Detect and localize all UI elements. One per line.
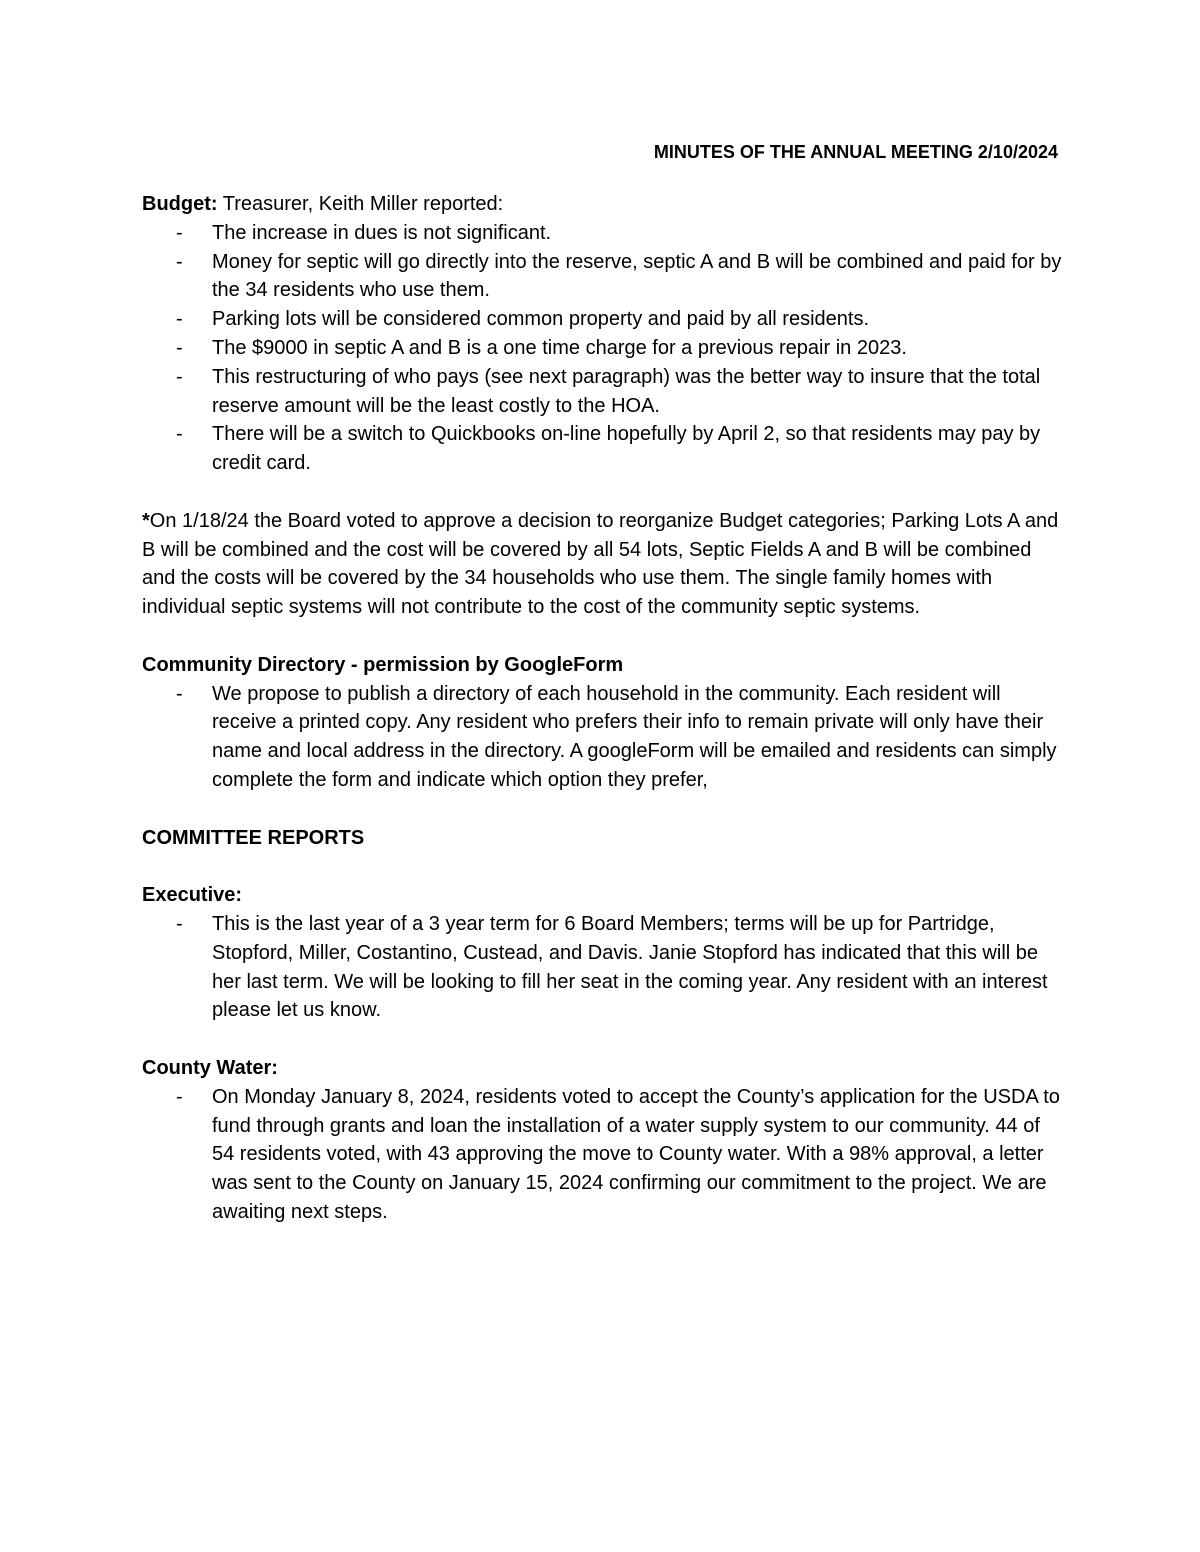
spacer <box>142 478 1062 507</box>
executive-heading: Executive: <box>142 884 243 907</box>
dash-bullet: - <box>176 250 183 273</box>
list-item-text: On Monday January 8, 2024, residents voted to accept the County’s application for the USDA to fund through grants and loan the installation of a water supply system to our community. 44 of 54 residents voted, with 43 approving the move to County water. With a 98% approval, a letter was sent to the County on January 15, 2024 confirming our commitment to the project. We are awaiting next steps. <box>212 1085 1060 1223</box>
list-item <box>142 305 1062 334</box>
list-item <box>142 420 1062 478</box>
list-item-text: Money for septic will go directly into the reserve, septic A and B will be combined and paid for by the 34 residents who use them. <box>212 250 1062 302</box>
list-item-text: The $9000 in septic A and B is a one time charge for a previous repair in 2023. <box>212 336 907 359</box>
spacer <box>142 1025 1062 1054</box>
budget-intro <box>142 190 1062 219</box>
dash-bullet: - <box>176 221 183 244</box>
board-vote-text: On 1/18/24 the Board voted to approve a decision to reorganize Budget categories; Parking Lots A and B will be combined and the cost will be covered by all 54 lots, Septic Fields A and B will be combined and the costs will be covered by the 34 households who use them. The single family homes with individual septic systems will not contribute to the cost of the community septic systems. <box>142 509 1059 619</box>
dash-bullet: - <box>176 912 183 935</box>
committee-reports-heading: COMMITTEE REPORTS <box>142 826 365 849</box>
list-item-text: We propose to publish a directory of each household in the community. Each resident will receive a printed copy. Any resident who prefers their info to remain private will only have their name and local address in the directory. A googleForm will be emailed and residents can simply complete the form and indicate which option they prefer, <box>212 682 1057 791</box>
dash-bullet: - <box>176 365 183 388</box>
county-water-list <box>142 1083 1062 1227</box>
dash-bullet: - <box>176 423 183 446</box>
list-item <box>142 680 1062 795</box>
budget-intro-text: Treasurer, Keith Miller reported: <box>217 193 504 215</box>
document-page <box>142 138 1062 1227</box>
list-item <box>142 363 1062 421</box>
list-item <box>142 1083 1062 1227</box>
budget-label: Budget: <box>142 193 218 215</box>
spacer <box>142 852 1062 881</box>
list-item-text: This is the last year of a 3 year term for 6 Board Members; terms will be up for Partridge, Stopford, Miller, Costantino, Custead, and Davis. Janie Stopford has indicated that this will be her last term. We will be looking to fill her seat in the coming year. Any resident with an interest please let us know. <box>212 912 1048 1022</box>
list-item-text: There will be a switch to Quickbooks on-line hopefully by April 2, so that residents may pay by credit card. <box>212 423 1041 475</box>
dash-bullet: - <box>176 336 183 359</box>
directory-list <box>142 680 1062 795</box>
list-item-text: The increase in dues is not significant. <box>212 221 552 244</box>
list-item-text: Parking lots will be considered common property and paid by all residents. <box>212 308 870 331</box>
spacer <box>142 622 1062 651</box>
list-item <box>142 219 1062 248</box>
list-item <box>142 910 1062 1025</box>
asterisk-marker: * <box>142 509 150 532</box>
document-title: MINUTES OF THE ANNUAL MEETING 2/10/2024 <box>653 142 1058 162</box>
directory-heading: Community Directory - permission by GoogleForm <box>142 653 624 676</box>
budget-list <box>142 219 1062 478</box>
list-item <box>142 248 1062 306</box>
executive-list <box>142 910 1062 1025</box>
dash-bullet: - <box>176 1085 183 1108</box>
list-item-text: This restructuring of who pays (see next paragraph) was the better way to insure that the total reserve amount will be the least costly to the HOA. <box>212 365 1041 417</box>
board-vote-paragraph <box>142 507 1062 622</box>
dash-bullet: - <box>176 682 183 705</box>
dash-bullet: - <box>176 308 183 331</box>
county-water-heading: County Water: <box>142 1056 278 1079</box>
list-item <box>142 334 1062 363</box>
spacer <box>142 795 1062 824</box>
